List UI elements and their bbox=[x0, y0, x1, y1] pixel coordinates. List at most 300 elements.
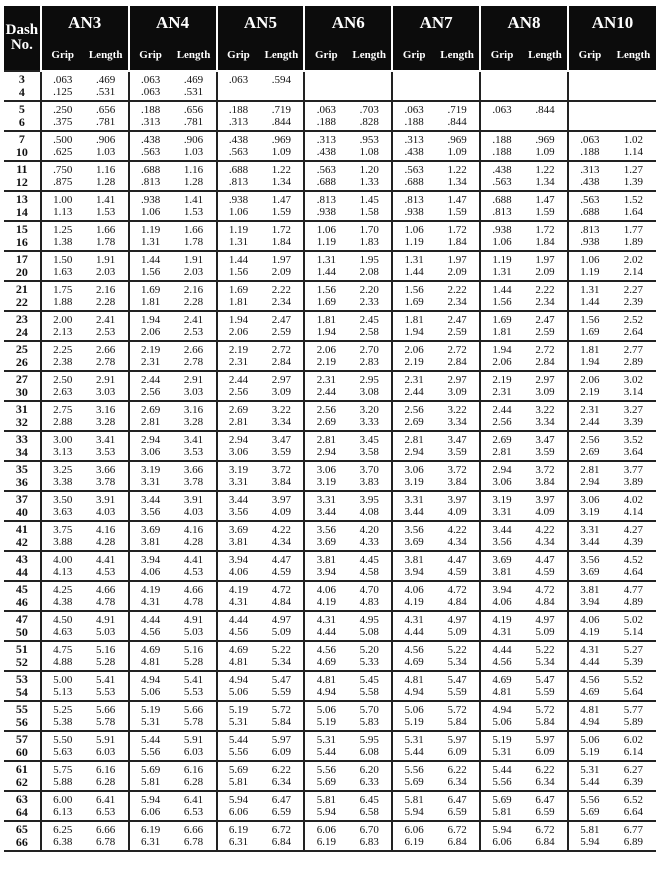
grip-value: .313 bbox=[316, 133, 336, 146]
length-value: 1.83 bbox=[359, 236, 379, 248]
length-cell bbox=[523, 281, 568, 311]
length-value: 1.02 bbox=[623, 133, 644, 146]
grip-cell bbox=[304, 791, 347, 821]
grip-value: 3.81 bbox=[492, 566, 512, 578]
grip-value: 2.63 bbox=[53, 386, 73, 398]
length-value: 1.14 bbox=[623, 146, 644, 158]
length-cell bbox=[611, 581, 656, 611]
grip-cell bbox=[129, 701, 172, 731]
length-value: .781 bbox=[96, 116, 116, 128]
grip-value: 2.31 bbox=[316, 373, 336, 386]
grip-cell bbox=[480, 371, 523, 401]
length-value: 4.22 bbox=[535, 523, 555, 536]
length-value: 1.95 bbox=[359, 253, 379, 266]
length-value: 6.59 bbox=[271, 806, 291, 818]
length-cell bbox=[172, 371, 217, 401]
length-cell bbox=[259, 311, 304, 341]
length-value: 1.22 bbox=[271, 163, 291, 176]
length-value: 5.47 bbox=[271, 673, 291, 686]
grip-value: 5.81 bbox=[316, 793, 336, 806]
length-cell bbox=[259, 731, 304, 761]
grip-cell bbox=[568, 821, 611, 851]
dash-number: 13 bbox=[15, 192, 28, 206]
length-value: 3.83 bbox=[359, 476, 379, 488]
grip-value: 5.69 bbox=[580, 806, 600, 818]
length-cell bbox=[84, 221, 129, 251]
length-value: .969 bbox=[271, 133, 291, 146]
length-value: 6.14 bbox=[623, 746, 644, 758]
grip-value: 1.19 bbox=[316, 236, 336, 248]
dash-number: 32 bbox=[15, 415, 28, 429]
grip-cell bbox=[392, 761, 435, 791]
length-value: 2.09 bbox=[271, 266, 291, 278]
length-value: 2.53 bbox=[183, 326, 204, 338]
length-value: 6.39 bbox=[623, 776, 644, 788]
grip-value: 3.81 bbox=[404, 553, 424, 566]
length-value: 5.53 bbox=[96, 686, 116, 698]
dash-number: 50 bbox=[15, 625, 28, 639]
subheader-grip: Grip bbox=[41, 41, 84, 71]
grip-value: 2.94 bbox=[316, 446, 336, 458]
length-value: 2.91 bbox=[183, 373, 204, 386]
length-value: 5.89 bbox=[623, 716, 644, 728]
length-value: 6.27 bbox=[623, 763, 644, 776]
length-cell bbox=[172, 701, 217, 731]
grip-value: 1.31 bbox=[492, 266, 512, 278]
grip-value: 2.00 bbox=[53, 313, 73, 326]
length-value: 1.47 bbox=[535, 193, 555, 206]
dash-number: 20 bbox=[15, 265, 28, 279]
grip-cell bbox=[392, 221, 435, 251]
grip-value: 2.81 bbox=[140, 416, 161, 428]
length-value: 5.58 bbox=[359, 686, 379, 698]
dash-number-cell bbox=[4, 701, 41, 731]
length-value: 4.28 bbox=[183, 536, 204, 548]
length-cell bbox=[259, 431, 304, 461]
grip-value: 2.81 bbox=[492, 446, 512, 458]
length-cell bbox=[259, 641, 304, 671]
length-cell bbox=[611, 491, 656, 521]
length-value: 2.72 bbox=[535, 343, 555, 356]
length-value: 1.34 bbox=[535, 176, 555, 188]
grip-cell bbox=[304, 221, 347, 251]
grip-cell bbox=[217, 71, 260, 101]
subheader-length: Length bbox=[84, 41, 129, 71]
grip-cell bbox=[217, 461, 260, 491]
length-cell bbox=[259, 581, 304, 611]
length-value: 2.84 bbox=[535, 356, 555, 368]
length-cell bbox=[172, 161, 217, 191]
table-row bbox=[4, 551, 656, 581]
length-value: 6.28 bbox=[96, 776, 116, 788]
length-cell bbox=[259, 671, 304, 701]
grip-value: 3.31 bbox=[404, 493, 424, 506]
length-cell bbox=[84, 581, 129, 611]
length-value: 1.53 bbox=[96, 206, 116, 218]
length-value: 5.03 bbox=[183, 626, 204, 638]
length-cell bbox=[611, 281, 656, 311]
length-cell bbox=[435, 461, 480, 491]
grip-value: 2.69 bbox=[492, 433, 512, 446]
grip-value: 5.06 bbox=[316, 703, 336, 716]
length-value: 2.89 bbox=[623, 356, 644, 368]
length-cell bbox=[259, 611, 304, 641]
table-row bbox=[4, 491, 656, 521]
grip-cell bbox=[41, 521, 84, 551]
length-value: 4.20 bbox=[359, 523, 379, 536]
grip-value: 5.56 bbox=[492, 776, 512, 788]
length-value: 2.09 bbox=[535, 266, 555, 278]
grip-value: 2.06 bbox=[228, 326, 249, 338]
length-value: 4.66 bbox=[96, 583, 116, 596]
length-cell bbox=[347, 701, 392, 731]
dash-label-line1: Dash bbox=[5, 22, 39, 38]
length-value: 4.03 bbox=[96, 506, 116, 518]
grip-value: 2.44 bbox=[404, 386, 424, 398]
grip-cell bbox=[480, 131, 523, 161]
grip-cell bbox=[480, 431, 523, 461]
grip-cell bbox=[217, 521, 260, 551]
grip-value: 1.56 bbox=[492, 296, 512, 308]
grip-value: 1.31 bbox=[404, 253, 424, 266]
grip-value: 3.69 bbox=[140, 523, 161, 536]
grip-value: 5.81 bbox=[140, 776, 161, 788]
length-value: 5.45 bbox=[359, 673, 379, 686]
dash-number-cell bbox=[4, 191, 41, 221]
grip-cell bbox=[217, 251, 260, 281]
length-value: 6.77 bbox=[623, 823, 644, 836]
grip-cell bbox=[304, 671, 347, 701]
table-row bbox=[4, 371, 656, 401]
grip-cell bbox=[568, 701, 611, 731]
length-value: 4.72 bbox=[447, 583, 467, 596]
length-value: 3.89 bbox=[623, 476, 644, 488]
grip-cell bbox=[568, 401, 611, 431]
length-cell bbox=[435, 581, 480, 611]
grip-value: 1.06 bbox=[492, 236, 512, 248]
table-row bbox=[4, 521, 656, 551]
grip-cell bbox=[392, 191, 435, 221]
grip-value: 2.44 bbox=[228, 373, 249, 386]
grip-value: 1.75 bbox=[53, 283, 73, 296]
length-value: 3.52 bbox=[623, 433, 644, 446]
length-value: 1.33 bbox=[359, 176, 379, 188]
length-value: 2.41 bbox=[96, 313, 116, 326]
dash-number-cell bbox=[4, 401, 41, 431]
grip-cell bbox=[480, 461, 523, 491]
grip-value: 3.94 bbox=[580, 596, 600, 608]
grip-cell bbox=[304, 311, 347, 341]
grip-cell bbox=[568, 371, 611, 401]
length-cell bbox=[84, 701, 129, 731]
grip-value: 4.06 bbox=[140, 566, 161, 578]
length-cell bbox=[172, 821, 217, 851]
grip-value: 2.44 bbox=[580, 416, 600, 428]
length-cell bbox=[435, 191, 480, 221]
grip-value: .938 bbox=[404, 206, 424, 218]
grip-cell bbox=[217, 431, 260, 461]
length-value: 1.39 bbox=[623, 176, 644, 188]
length-value: 6.89 bbox=[623, 836, 644, 848]
grip-value: 3.00 bbox=[53, 433, 73, 446]
length-cell bbox=[435, 251, 480, 281]
length-cell bbox=[347, 461, 392, 491]
grip-cell bbox=[480, 281, 523, 311]
length-value: 2.66 bbox=[96, 343, 116, 356]
grip-cell bbox=[304, 611, 347, 641]
grip-value: 5.06 bbox=[492, 716, 512, 728]
grip-value: .313 bbox=[580, 163, 600, 176]
grip-cell bbox=[568, 101, 611, 131]
length-cell bbox=[259, 281, 304, 311]
length-value: 5.34 bbox=[271, 656, 291, 668]
grip-cell bbox=[568, 791, 611, 821]
subheader-length: Length bbox=[523, 41, 568, 71]
length-value: 3.97 bbox=[271, 493, 291, 506]
length-cell bbox=[611, 161, 656, 191]
length-value: 5.52 bbox=[623, 673, 644, 686]
length-cell bbox=[435, 101, 480, 131]
length-value: 4.09 bbox=[447, 506, 467, 518]
grip-value: 1.81 bbox=[492, 326, 512, 338]
length-value: 1.41 bbox=[183, 193, 204, 206]
grip-value: 3.94 bbox=[316, 566, 336, 578]
dash-number: 54 bbox=[15, 685, 28, 699]
grip-value: 4.44 bbox=[140, 613, 161, 626]
grip-value: 3.81 bbox=[580, 583, 600, 596]
length-value: .656 bbox=[183, 103, 204, 116]
grip-value: 4.31 bbox=[228, 596, 249, 608]
length-value: .844 bbox=[271, 116, 291, 128]
length-value: 1.22 bbox=[535, 163, 555, 176]
grip-value: 5.44 bbox=[316, 746, 336, 758]
sub-header-row bbox=[4, 41, 656, 71]
grip-cell bbox=[217, 491, 260, 521]
grip-value: 3.75 bbox=[53, 523, 73, 536]
length-value: 5.91 bbox=[96, 733, 116, 746]
table-row bbox=[4, 431, 656, 461]
grip-value: 1.56 bbox=[404, 283, 424, 296]
length-value: 6.45 bbox=[359, 793, 379, 806]
length-value: 2.64 bbox=[623, 326, 644, 338]
dash-number-cell bbox=[4, 761, 41, 791]
grip-cell bbox=[392, 71, 435, 101]
grip-value: 1.06 bbox=[228, 206, 249, 218]
length-cell bbox=[435, 221, 480, 251]
length-value: 4.84 bbox=[447, 596, 467, 608]
grip-value: 3.94 bbox=[140, 553, 161, 566]
length-cell bbox=[172, 311, 217, 341]
grip-value: 6.06 bbox=[316, 823, 336, 836]
subheader-length: Length bbox=[611, 41, 656, 71]
length-cell bbox=[435, 401, 480, 431]
length-value: 6.41 bbox=[96, 793, 116, 806]
length-cell bbox=[84, 551, 129, 581]
length-value: 2.34 bbox=[447, 296, 467, 308]
length-value: 3.72 bbox=[447, 463, 467, 476]
table-row bbox=[4, 641, 656, 671]
length-cell bbox=[523, 761, 568, 791]
length-value: 6.08 bbox=[359, 746, 379, 758]
length-value: 4.72 bbox=[535, 583, 555, 596]
length-value: 5.03 bbox=[96, 626, 116, 638]
grip-value: 2.06 bbox=[492, 356, 512, 368]
grip-cell bbox=[568, 611, 611, 641]
subheader-grip: Grip bbox=[129, 41, 172, 71]
subheader-length: Length bbox=[435, 41, 480, 71]
length-cell bbox=[347, 641, 392, 671]
grip-cell bbox=[41, 731, 84, 761]
grip-cell bbox=[217, 731, 260, 761]
grip-value: 2.19 bbox=[140, 343, 161, 356]
grip-cell bbox=[480, 611, 523, 641]
grip-cell bbox=[217, 791, 260, 821]
length-value: 5.95 bbox=[359, 733, 379, 746]
length-cell bbox=[523, 821, 568, 851]
grip-cell bbox=[480, 731, 523, 761]
length-value: 5.14 bbox=[623, 626, 644, 638]
dash-number: 56 bbox=[15, 715, 28, 729]
length-value: 5.34 bbox=[535, 656, 555, 668]
length-value: 5.22 bbox=[271, 643, 291, 656]
length-value: 4.09 bbox=[271, 506, 291, 518]
length-cell bbox=[172, 671, 217, 701]
grip-value: 1.69 bbox=[492, 313, 512, 326]
table-row bbox=[4, 161, 656, 191]
length-value: 4.39 bbox=[623, 536, 644, 548]
length-cell bbox=[172, 611, 217, 641]
length-cell bbox=[435, 311, 480, 341]
dash-number-cell bbox=[4, 71, 41, 101]
length-value: 2.59 bbox=[271, 326, 291, 338]
length-value: 1.27 bbox=[623, 163, 644, 176]
length-cell bbox=[84, 671, 129, 701]
length-cell bbox=[84, 731, 129, 761]
length-value: 5.72 bbox=[535, 703, 555, 716]
grip-value: 3.69 bbox=[580, 566, 600, 578]
grip-value: 3.19 bbox=[316, 476, 336, 488]
grip-value: .563 bbox=[228, 146, 249, 158]
grip-value: 5.94 bbox=[140, 793, 161, 806]
grip-value: .563 bbox=[580, 193, 600, 206]
length-value: 2.20 bbox=[359, 283, 379, 296]
length-cell bbox=[172, 791, 217, 821]
grip-value: 1.31 bbox=[580, 283, 600, 296]
length-value: 3.34 bbox=[447, 416, 467, 428]
length-value bbox=[259, 86, 303, 99]
grip-value: 3.94 bbox=[404, 566, 424, 578]
grip-value: 3.56 bbox=[492, 536, 512, 548]
length-value: .969 bbox=[447, 133, 467, 146]
grip-cell bbox=[304, 101, 347, 131]
dash-number: 12 bbox=[15, 175, 28, 189]
grip-value: 1.19 bbox=[404, 236, 424, 248]
length-cell bbox=[435, 281, 480, 311]
grip-value: 2.56 bbox=[404, 403, 424, 416]
grip-value: 6.06 bbox=[228, 806, 249, 818]
grip-value: 1.44 bbox=[492, 283, 512, 296]
grip-cell bbox=[41, 161, 84, 191]
grip-cell bbox=[129, 71, 172, 101]
length-cell bbox=[347, 341, 392, 371]
grip-value: 4.75 bbox=[53, 643, 73, 656]
grip-cell bbox=[41, 371, 84, 401]
grip-value: 6.19 bbox=[228, 823, 249, 836]
length-cell bbox=[523, 101, 568, 131]
length-value: 3.08 bbox=[359, 386, 379, 398]
length-value: 3.03 bbox=[96, 386, 116, 398]
length-cell bbox=[523, 671, 568, 701]
length-cell bbox=[172, 761, 217, 791]
grip-value: 1.31 bbox=[140, 236, 161, 248]
length-cell bbox=[523, 221, 568, 251]
grip-value: 2.31 bbox=[228, 356, 249, 368]
grip-value: 1.44 bbox=[316, 266, 336, 278]
length-value: 3.16 bbox=[183, 403, 204, 416]
grip-cell bbox=[568, 341, 611, 371]
length-value: 4.95 bbox=[359, 613, 379, 626]
dash-number: 35 bbox=[15, 462, 28, 476]
length-value: 3.47 bbox=[271, 433, 291, 446]
dash-number: 21 bbox=[15, 282, 28, 296]
length-value: 2.47 bbox=[447, 313, 467, 326]
grip-value: 4.69 bbox=[580, 686, 600, 698]
dash-number: 34 bbox=[15, 445, 28, 459]
grip-value: 6.00 bbox=[53, 793, 73, 806]
length-value: 6.34 bbox=[271, 776, 291, 788]
grip-value: 5.56 bbox=[404, 763, 424, 776]
length-value: 5.34 bbox=[447, 656, 467, 668]
grip-value: .688 bbox=[316, 176, 336, 188]
length-value: 3.41 bbox=[183, 433, 204, 446]
grip-value: 2.19 bbox=[492, 373, 512, 386]
length-value: 3.59 bbox=[271, 446, 291, 458]
length-cell bbox=[347, 401, 392, 431]
grip-value: 5.44 bbox=[404, 746, 424, 758]
grip-value: 4.69 bbox=[492, 673, 512, 686]
length-cell bbox=[435, 491, 480, 521]
grip-value: 3.81 bbox=[316, 553, 336, 566]
dash-number: 4 bbox=[18, 85, 25, 99]
length-cell bbox=[523, 791, 568, 821]
grip-value: 4.13 bbox=[53, 566, 73, 578]
grip-cell bbox=[41, 341, 84, 371]
dash-number: 27 bbox=[15, 372, 28, 386]
dash-number: 11 bbox=[16, 162, 28, 176]
length-cell bbox=[435, 131, 480, 161]
dash-number-cell bbox=[4, 131, 41, 161]
length-value: 6.78 bbox=[183, 836, 204, 848]
grip-value: 1.19 bbox=[228, 223, 249, 236]
grip-value: .563 bbox=[404, 163, 424, 176]
table-row bbox=[4, 731, 656, 761]
length-value: 4.22 bbox=[271, 523, 291, 536]
grip-value: 4.94 bbox=[316, 686, 336, 698]
grip-value: 3.31 bbox=[492, 506, 512, 518]
length-value: 1.41 bbox=[96, 193, 116, 206]
grip-value: 2.19 bbox=[316, 356, 336, 368]
length-value: 2.95 bbox=[359, 373, 379, 386]
grip-value: .063 bbox=[580, 133, 600, 146]
grip-cell bbox=[41, 251, 84, 281]
grip-value: 3.06 bbox=[492, 476, 512, 488]
length-value: 4.84 bbox=[271, 596, 291, 608]
grip-cell bbox=[392, 431, 435, 461]
grip-cell bbox=[129, 341, 172, 371]
grip-value: 3.44 bbox=[228, 493, 249, 506]
length-value: 2.27 bbox=[623, 283, 644, 296]
dash-number: 22 bbox=[15, 295, 28, 309]
